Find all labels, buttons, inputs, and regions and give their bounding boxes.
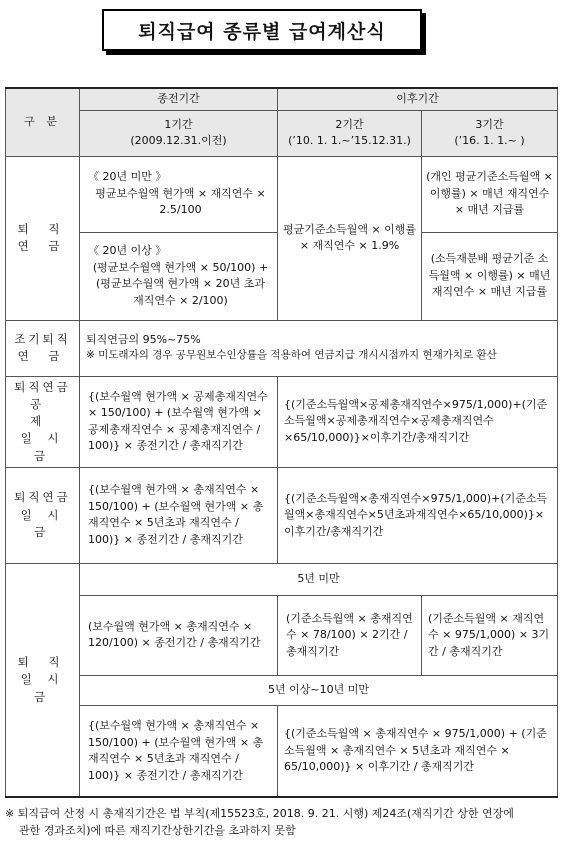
early-line1: 퇴직연금의 95%~75%: [86, 332, 201, 346]
retire-over5-row: [6, 705, 558, 797]
lumpsum-row: [6, 467, 558, 563]
header-period1: [80, 110, 278, 156]
retire-over5-title-row: [6, 675, 558, 705]
benefit-formula-table: [5, 87, 558, 798]
pension-row-1: [6, 156, 558, 232]
retire-under5-p2: (기준소득월액 × 총재직연수 × 78/100) × 2기간 / 총재직기간: [278, 595, 422, 675]
retire-under5-p1: (보수월액 현가액 × 총재직연수 × 120/100) × 종전기간 / 총재직기간: [80, 595, 278, 675]
lumpsum-label-2: 일 시 금: [20, 507, 65, 539]
retire-over5-before: {(보수월액 현가액 × 총재직연수 × 150/100) + (보수월액 현가액 × 총재직연수 × 5년초과 재직연수 / 100)} × 종전기간 / 총재직기간: [80, 705, 278, 797]
period3-name: 3기간: [475, 117, 504, 131]
header-gubun: 구 분: [6, 88, 80, 156]
header-row-2: [6, 110, 558, 156]
header-row-1: [6, 88, 558, 110]
header-before: 종전기간: [80, 88, 278, 110]
deduction-after: {(기준소득월액×공제총재직연수×975/1,000)+(기준소득월액×공제총재직연수×공제총재직연수×65/10,000)}×이후기간/총재직기간: [278, 376, 558, 467]
retire-label-2: 일 시 금: [20, 672, 65, 704]
pension-p2: 평균기준소득월액 × 이행률 × 재직연수 × 1.9%: [278, 156, 422, 320]
pension-label-2: 연 금: [17, 239, 68, 253]
page-title: 퇴직급여 종류별 급여계산식: [102, 9, 422, 51]
deduction-label: [6, 376, 80, 467]
lumpsum-before: {(보수월액 현가액 × 총재직연수 × 150/100) + (보수월액 현가액 × 총재직연수 × 5년초과 재직연수 / 100)} × 종전기간 / 총재직기간: [80, 467, 278, 563]
retire-under5-title-row: [6, 563, 558, 595]
footnote-line1: ※ 퇴직급여 산정 시 총재직기간은 법 부칙(제15523호, 2018. 9. 21. 시행) 제24조(재직기간 상한 연장에: [5, 807, 514, 820]
pension-under20-body: 평균보수월액 현가액 × 재직연수 × 2.5/100: [95, 186, 266, 217]
footnote-line2: 관한 경과조치)에 따른 재직기간상한기간을 초과하지 못함: [19, 824, 296, 838]
retire-under5-title: 5년 미만: [80, 563, 558, 595]
retire-under5-row: [6, 595, 558, 675]
early-label-2: 연 금: [17, 349, 68, 363]
footnote: [5, 805, 557, 839]
header-period3: [422, 110, 558, 156]
header-period2: [278, 110, 422, 156]
retire-under5-p3: (기준소득월액 × 재직연수 × 975/1,000) × 3기간 / 총재직기간: [422, 595, 558, 675]
retire-over5-after: {(기준소득월액 × 총재직연수 × 975/1,000) + (기준소득월액 × 총재직연수 × 5년초과 재직연수 × 65/10,000)} × 이후기간 / 총재직기간: [278, 705, 558, 797]
period2-name: 2기간: [335, 117, 364, 131]
deduction-before: {(보수월액 현가액 × 공제총재직연수 × 150/100) + (보수월액 현가액 × 공제총재직연수 × 공제총재직연수 / 100)} × 종전기간 / 총재직기간: [80, 376, 278, 467]
pension-label: [6, 156, 80, 320]
retire-over5-title: 5년 이상~10년 미만: [80, 675, 558, 705]
deduction-label-2: 공 제: [29, 396, 56, 428]
period1-name: 1기간: [164, 117, 193, 131]
lumpsum-after: {(기준소득월액×총재직연수×975/1,000)+(기준소득월액×총재직연수×5년초과재직연수×65/10,000)}×이후기간/총재직기간: [278, 467, 558, 563]
early-row: [6, 320, 558, 376]
period3-range: (’16. 1. 1.~ ): [454, 134, 525, 147]
retire-label: [6, 563, 80, 797]
pension-label-1: 퇴 직: [17, 221, 68, 236]
early-line2: ※ 미도래자의 경우 공무원보수인상률을 적용하여 연금지급 개시시점까지 현재가치로 환산: [86, 349, 497, 362]
pension-p3-top: (개인 평균기준소득월액 × 이행률) × 매년 재직연수 × 매년 지급률: [422, 156, 558, 232]
lumpsum-label-1: 퇴직연금: [14, 490, 71, 505]
pension-over20-body: (평균보수월액 현가액 × 50/100) + (평균보수월액 현가액 × 20년 초과 재직연수 × 2/100): [92, 260, 269, 307]
early-label-1: 조기퇴직: [14, 331, 71, 346]
period1-range: (2009.12.31.이전): [130, 134, 227, 147]
early-content: [80, 320, 558, 376]
period2-range: (’10. 1. 1.~’15.12.31.): [288, 134, 411, 147]
early-label: [6, 320, 80, 376]
pension-p3-bottom: (소득재분배 평균기준 소득월액 × 이행률) × 매년 재직연수 × 매년 지급률: [422, 232, 558, 320]
pension-p1-under20: [80, 156, 278, 232]
pension-p1-over20: [80, 232, 278, 320]
lumpsum-label: [6, 467, 80, 563]
pension-over20-title: 《 20년 이상 》: [88, 244, 167, 257]
retire-label-1: 퇴 직: [17, 655, 68, 670]
deduction-row: [6, 376, 558, 467]
deduction-label-3: 일 시 금: [20, 431, 65, 463]
pension-under20-title: 《 20년 미만 》: [88, 170, 167, 184]
deduction-label-1: 퇴직연금: [14, 379, 71, 394]
header-after: 이후기간: [278, 88, 558, 110]
